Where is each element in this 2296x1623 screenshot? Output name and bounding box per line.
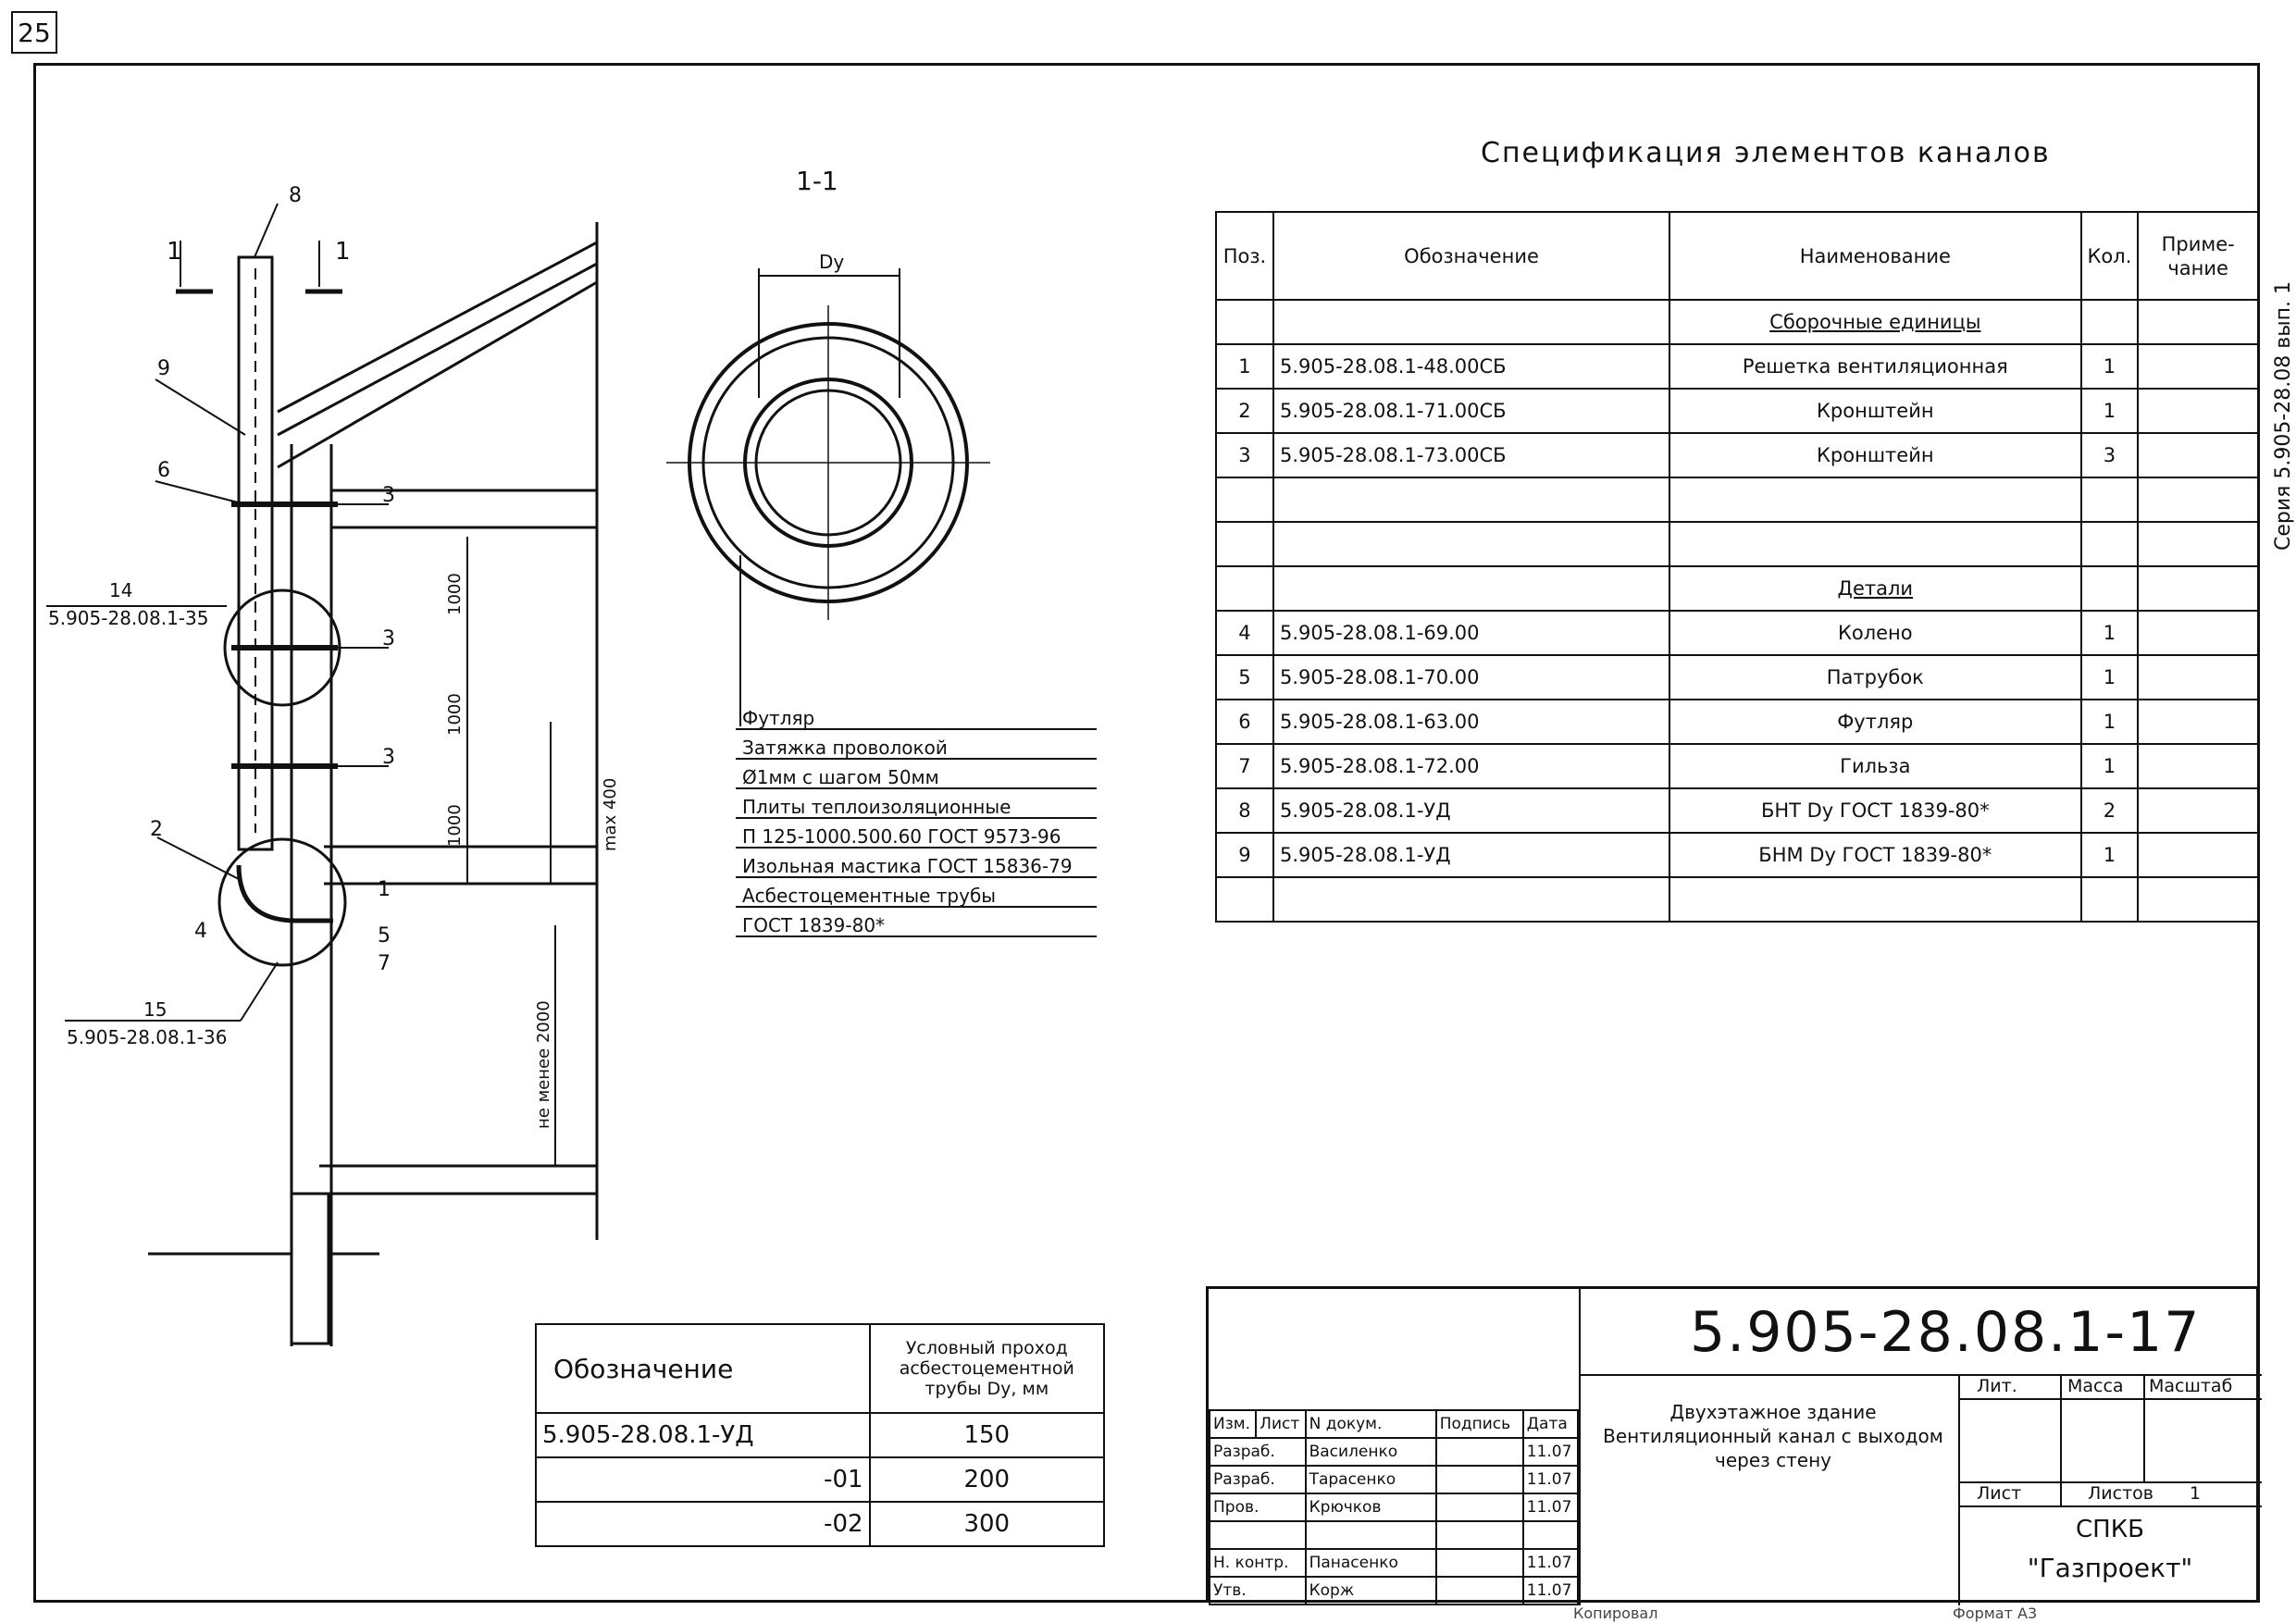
dim-min2000: не менее 2000 [534,1000,553,1129]
spec-head-pos: Поз. [1216,212,1273,300]
approval-table: Изм. Лист N докум. Подпись Дата Разраб. Василенко 11.07 Разраб. Тарасенко 11.07 Пров. Крючков 11.07 Н. контр. Панасенко 11.07 Утв. Корж 11.07 [1209,1409,1579,1605]
dim-1000-c: 1000 [445,804,465,847]
table-row: -01 200 [536,1457,1104,1502]
sheets-value: 1 [2190,1483,2202,1504]
lit-label: Лит. [1977,1376,2017,1396]
spec-head-name: Наименование [1669,212,2080,300]
table-row: Разраб. Тарасенко 11.07 [1210,1466,1578,1493]
table-row: 5.905-28.08.1-УД 150 [536,1413,1104,1457]
table-row: 3 5.905-28.08.1-73.00СБ Кронштейн 3 [1216,433,2258,477]
ref-15-code: 5.905-28.08.1-36 [67,1026,228,1048]
mass-label: Масса [2067,1376,2124,1396]
table-row: 6 5.905-28.08.1-63.00 Футляр 1 [1216,700,2258,744]
spec-head-note: Приме-чание [2138,212,2258,300]
table-row: 2 5.905-28.08.1-71.00СБ Кронштейн 1 [1216,389,2258,433]
detail-circle-15 [219,839,345,965]
table-row: 9 5.905-28.08.1-УД БНМ Dy ГОСТ 1839-80* 1 [1216,833,2258,877]
table-row: Н. контр. Панасенко 11.07 [1210,1549,1578,1577]
table-row: -02 300 [536,1502,1104,1546]
dim-max400: max 400 [601,777,620,851]
legend-line: Асбестоцементные трубы [742,885,997,907]
cut-mark-left: 1 [167,238,182,266]
callout-3c: 3 [382,746,395,769]
table-row: Разраб. Василенко 11.07 [1210,1438,1578,1466]
legend-line: Плиты теплоизоляционные [742,796,1011,818]
table-row: Пров. Крючков 11.07 [1210,1493,1578,1521]
ref-14-code: 5.905-28.08.1-35 [48,607,209,629]
dy-label: Dy [819,251,845,273]
org-name-2: "Газпроект" [2027,1553,2193,1583]
scale-label: Масштаб [2149,1376,2233,1396]
duct-bend [239,865,333,921]
roof-line-1 [278,242,597,412]
table-row: 5 5.905-28.08.1-70.00 Патрубок 1 [1216,655,2258,700]
ref-15-num: 15 [143,998,168,1021]
sheet-label: Лист [1977,1483,2022,1504]
callout-3a: 3 [382,484,395,507]
org-name: СПКБ [2075,1516,2144,1543]
callout-5: 5 [378,924,391,948]
callout-6: 6 [157,459,170,482]
layer-legend [742,703,1103,940]
sheets-label: Листов [2088,1483,2153,1504]
doc-code: 5.905-28.08.1-17 [1690,1300,2202,1365]
table-row: Утв. Корж 11.07 [1210,1577,1578,1604]
footer-format: Формат А3 [1953,1604,2038,1622]
callout-9: 9 [157,357,170,380]
dim-1000-b: 1000 [445,693,465,736]
callout-7: 7 [378,952,391,975]
cut-mark-right: 1 [335,238,351,266]
sheet-number-box: 25 [11,11,57,54]
spec-head-qty: Кол. [2081,212,2139,300]
variants-table [535,1323,1105,1547]
title-block [1206,1286,2259,1603]
spec-head-code: Обозначение [1273,212,1669,300]
dim-1000-a: 1000 [445,573,465,615]
spec-table [1215,211,2259,923]
variants-head-dy: Условный проход асбестоцементной трубы Dy, мм [870,1324,1104,1413]
spec-title: Спецификация элементов каналов [1481,137,2051,169]
roof-line-3 [278,282,597,467]
variants-head-code: Обозначение [536,1324,870,1413]
callout-8: 8 [289,184,302,207]
legend-line: Футляр [742,707,815,729]
legend-line: Изольная мастика ГОСТ 15836-79 [742,855,1073,877]
callout-1: 1 [378,878,391,901]
legend-line: П 125-1000.500.60 ГОСТ 9573-96 [742,825,1061,848]
callout-3b: 3 [382,627,395,650]
side-series-label: Серия 5.905-28.08 вып. 1 [2272,281,2295,551]
table-row: 1 5.905-28.08.1-48.00СБ Решетка вентиляционная 1 [1216,344,2258,389]
table-row: 4 5.905-28.08.1-69.00 Колено 1 [1216,611,2258,655]
ref-14-num: 14 [109,579,133,601]
legend-line: Ø1мм с шагом 50мм [742,766,939,788]
drawing-title: Двухэтажное здание Вентиляционный канал с выходом через стену [1603,1401,1943,1471]
foundation [292,1194,329,1344]
table-row: 8 5.905-28.08.1-УД БНТ Dy ГОСТ 1839-80* 2 [1216,788,2258,833]
spec-group-details: Детали [1837,577,1914,600]
table-row: 7 5.905-28.08.1-72.00 Гильза 1 [1216,744,2258,788]
spec-group-assemblies: Сборочные единицы [1769,311,1981,333]
footer-copied: Копировал [1573,1604,1658,1622]
callout-4: 4 [194,920,207,943]
legend-line: Затяжка проволокой [742,737,948,759]
callout-2: 2 [150,818,163,841]
section-label: 1-1 [796,166,838,196]
legend-line: ГОСТ 1839-80* [742,914,886,936]
